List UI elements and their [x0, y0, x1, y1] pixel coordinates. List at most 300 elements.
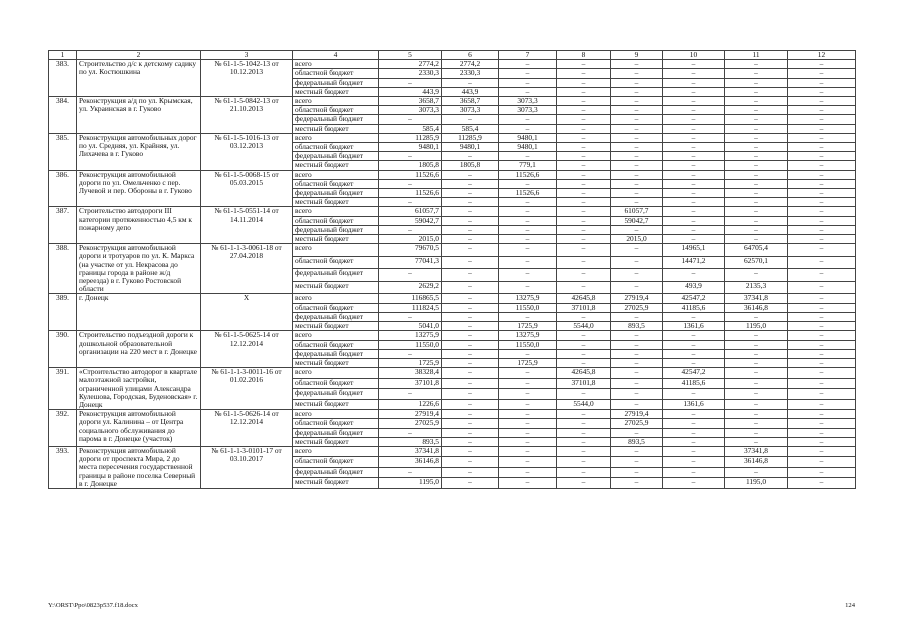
budget-source-label: областной бюджет — [293, 457, 379, 468]
value-cell: 14471,2 — [663, 256, 725, 269]
value-cell: 59042,7 — [611, 216, 663, 225]
value-cell: 3073,3 — [379, 106, 442, 115]
value-cell: – — [442, 225, 499, 234]
value-cell: – — [499, 457, 557, 468]
value-cell: – — [611, 331, 663, 340]
value-cell: – — [557, 446, 611, 457]
column-header: 6 — [442, 51, 499, 60]
value-cell: – — [442, 378, 499, 389]
value-cell: – — [663, 457, 725, 468]
value-cell: – — [442, 312, 499, 321]
value-cell: 13275,9 — [499, 294, 557, 303]
value-cell: – — [663, 389, 725, 400]
object-description: Строительство д/с к детскому садику по ул. Костюшкина — [77, 60, 201, 97]
value-cell: – — [442, 331, 499, 340]
table-row — [49, 446, 856, 457]
budget-source-label: местный бюджет — [293, 437, 379, 446]
budget-source-label: федеральный бюджет — [293, 349, 379, 358]
value-cell: – — [788, 269, 856, 282]
value-cell: – — [611, 124, 663, 133]
budget-source-label: областной бюджет — [293, 303, 379, 312]
value-cell: – — [663, 340, 725, 349]
value-cell: – — [611, 389, 663, 400]
value-cell: 893,5 — [611, 437, 663, 446]
value-cell: – — [788, 281, 856, 294]
value-cell: – — [379, 179, 442, 188]
value-cell: – — [788, 322, 856, 331]
value-cell: 1361,6 — [663, 399, 725, 410]
value-cell: – — [611, 97, 663, 106]
value-cell: 41185,6 — [663, 378, 725, 389]
object-description: г. Донецк — [77, 294, 201, 331]
value-cell: – — [557, 189, 611, 198]
expertise-document: № 61-1-5-0842-13 от 21.10.2013 — [201, 97, 293, 134]
value-cell: 64705,4 — [725, 244, 788, 257]
value-cell: 37341,8 — [725, 446, 788, 457]
value-cell: 5544,0 — [557, 322, 611, 331]
budget-source-label: федеральный бюджет — [293, 115, 379, 124]
value-cell: – — [788, 115, 856, 124]
budget-source-label: областной бюджет — [293, 143, 379, 152]
budget-source-label: всего — [293, 410, 379, 419]
budget-source-label: всего — [293, 207, 379, 216]
value-cell: – — [611, 312, 663, 321]
value-cell: 1195,0 — [379, 478, 442, 489]
value-cell: – — [442, 235, 499, 244]
value-cell: – — [499, 152, 557, 161]
value-cell: – — [557, 97, 611, 106]
value-cell: 1361,6 — [663, 322, 725, 331]
value-cell: – — [611, 446, 663, 457]
value-cell: – — [379, 467, 442, 478]
value-cell: – — [611, 161, 663, 170]
value-cell: – — [499, 256, 557, 269]
value-cell: 27025,9 — [611, 419, 663, 428]
value-cell: 11285,9 — [379, 133, 442, 142]
value-cell: – — [788, 331, 856, 340]
data-table — [48, 50, 856, 489]
value-cell: – — [611, 358, 663, 367]
value-cell: – — [663, 437, 725, 446]
row-number: 388. — [49, 244, 77, 294]
value-cell: – — [725, 170, 788, 179]
value-cell: 9480,1 — [442, 143, 499, 152]
value-cell: – — [557, 457, 611, 468]
value-cell: 27025,9 — [611, 303, 663, 312]
value-cell: – — [788, 467, 856, 478]
expertise-document: № 61-1-1-3-0061-18 от 27.04.2018 — [201, 244, 293, 294]
value-cell: – — [442, 207, 499, 216]
budget-source-label: федеральный бюджет — [293, 225, 379, 234]
value-cell: 42547,2 — [663, 294, 725, 303]
budget-source-label: областной бюджет — [293, 419, 379, 428]
value-cell: – — [725, 207, 788, 216]
value-cell: – — [663, 161, 725, 170]
value-cell: – — [442, 340, 499, 349]
row-number: 383. — [49, 60, 77, 97]
value-cell: – — [725, 269, 788, 282]
value-cell: – — [788, 198, 856, 207]
value-cell: 36146,8 — [725, 457, 788, 468]
value-cell: – — [788, 189, 856, 198]
object-description: Реконструкция автомобильной дороги по ул. Омельченко с пер. Лучевой и пер. Обороны в г. Гуково — [77, 170, 201, 207]
value-cell: – — [788, 216, 856, 225]
value-cell: 893,5 — [611, 322, 663, 331]
object-description: Реконструкция автомобильной дороги и тротуаров по ул. К. Маркса (на участке от ул. Некрасова до границы города в районе ж/д переезда) в г. Гуково Ростовской области — [77, 244, 201, 294]
value-cell: – — [663, 312, 725, 321]
value-cell: – — [499, 478, 557, 489]
table-row — [49, 294, 856, 303]
value-cell: – — [499, 378, 557, 389]
value-cell: – — [663, 115, 725, 124]
budget-source-label: местный бюджет — [293, 124, 379, 133]
value-cell: 61057,7 — [611, 207, 663, 216]
value-cell: – — [611, 281, 663, 294]
value-cell: 27919,4 — [611, 294, 663, 303]
value-cell: – — [442, 467, 499, 478]
row-number: 391. — [49, 368, 77, 410]
value-cell: 2015,0 — [379, 235, 442, 244]
value-cell: – — [725, 143, 788, 152]
value-cell: – — [499, 419, 557, 428]
value-cell: – — [442, 152, 499, 161]
row-number: 385. — [49, 133, 77, 170]
value-cell: – — [442, 216, 499, 225]
value-cell: – — [663, 152, 725, 161]
value-cell: – — [788, 358, 856, 367]
value-cell: – — [611, 179, 663, 188]
value-cell: – — [557, 281, 611, 294]
value-cell: – — [499, 467, 557, 478]
value-cell: – — [611, 106, 663, 115]
value-cell: – — [725, 349, 788, 358]
value-cell: – — [379, 152, 442, 161]
value-cell: 111824,5 — [379, 303, 442, 312]
budget-source-label: местный бюджет — [293, 478, 379, 489]
value-cell: – — [663, 428, 725, 437]
value-cell: – — [611, 368, 663, 379]
value-cell: – — [725, 97, 788, 106]
object-description: Реконструкция автомобильной дороги от проспекта Мира, 2 до места пересечения государственной границы в районе поселка Северный в г. Донецке — [77, 446, 201, 488]
value-cell: – — [557, 235, 611, 244]
value-cell: – — [663, 358, 725, 367]
value-cell: – — [788, 457, 856, 468]
object-description: Строительство автодороги III категории протяженностью 4,5 км к пожарному депо — [77, 207, 201, 244]
value-cell: – — [725, 235, 788, 244]
value-cell: 1725,9 — [379, 358, 442, 367]
value-cell: – — [379, 428, 442, 437]
value-cell: – — [379, 225, 442, 234]
row-number: 390. — [49, 331, 77, 368]
value-cell: – — [788, 399, 856, 410]
budget-source-label: всего — [293, 97, 379, 106]
value-cell: – — [557, 478, 611, 489]
value-cell: – — [557, 389, 611, 400]
value-cell: – — [663, 60, 725, 69]
value-cell: – — [499, 69, 557, 78]
value-cell: – — [725, 419, 788, 428]
expertise-document: № 61-1-5-0068-15 от 05.03.2015 — [201, 170, 293, 207]
value-cell: – — [557, 467, 611, 478]
value-cell: – — [379, 349, 442, 358]
value-cell: – — [557, 437, 611, 446]
column-header: 2 — [77, 51, 201, 60]
budget-source-label: федеральный бюджет — [293, 152, 379, 161]
table-row — [49, 97, 856, 106]
value-cell: 38328,4 — [379, 368, 442, 379]
budget-source-label: федеральный бюджет — [293, 78, 379, 87]
value-cell: – — [725, 437, 788, 446]
value-cell: – — [611, 378, 663, 389]
value-cell: 2774,2 — [379, 60, 442, 69]
budget-source-label: местный бюджет — [293, 399, 379, 410]
value-cell: 2330,3 — [442, 69, 499, 78]
row-number: 392. — [49, 410, 77, 447]
value-cell: – — [557, 115, 611, 124]
table-row — [49, 368, 856, 379]
value-cell: 13275,9 — [379, 331, 442, 340]
value-cell: – — [725, 225, 788, 234]
value-cell: – — [725, 189, 788, 198]
budget-source-label: всего — [293, 170, 379, 179]
value-cell: 1195,0 — [725, 322, 788, 331]
object-description: Реконструкция автомобильной дороги ул. Калинина – от Центра социального обслуживания до парома в г. Донецке (участок) — [77, 410, 201, 447]
value-cell: 27919,4 — [611, 410, 663, 419]
value-cell: – — [663, 446, 725, 457]
value-cell: – — [725, 133, 788, 142]
value-cell: – — [499, 446, 557, 457]
value-cell: 2330,3 — [379, 69, 442, 78]
value-cell: – — [442, 410, 499, 419]
value-cell: – — [442, 457, 499, 468]
value-cell: 11526,6 — [379, 189, 442, 198]
value-cell: – — [499, 87, 557, 96]
table-row — [49, 331, 856, 340]
value-cell: – — [611, 457, 663, 468]
value-cell: – — [557, 269, 611, 282]
value-cell: – — [611, 133, 663, 142]
value-cell: – — [442, 419, 499, 428]
row-number: 386. — [49, 170, 77, 207]
value-cell: 62570,1 — [725, 256, 788, 269]
value-cell: 27919,4 — [379, 410, 442, 419]
value-cell: 443,9 — [442, 87, 499, 96]
value-cell: – — [663, 478, 725, 489]
budget-source-label: федеральный бюджет — [293, 189, 379, 198]
value-cell: – — [611, 87, 663, 96]
value-cell: – — [557, 331, 611, 340]
row-number: 389. — [49, 294, 77, 331]
value-cell: – — [442, 349, 499, 358]
value-cell: 443,9 — [379, 87, 442, 96]
budget-source-label: областной бюджет — [293, 216, 379, 225]
value-cell: – — [499, 179, 557, 188]
value-cell: – — [663, 124, 725, 133]
value-cell: – — [379, 269, 442, 282]
budget-source-label: всего — [293, 331, 379, 340]
value-cell: – — [442, 428, 499, 437]
value-cell: – — [663, 225, 725, 234]
value-cell: – — [788, 207, 856, 216]
value-cell: – — [499, 225, 557, 234]
expertise-document: № 61-1-1-3-0101-17 от 03.10.2017 — [201, 446, 293, 488]
header-row — [49, 51, 856, 60]
value-cell: – — [442, 244, 499, 257]
value-cell: 1805,8 — [379, 161, 442, 170]
value-cell: – — [788, 437, 856, 446]
column-header: 12 — [788, 51, 856, 60]
value-cell: – — [611, 467, 663, 478]
budget-source-label: всего — [293, 244, 379, 257]
table-row — [49, 244, 856, 257]
value-cell: – — [557, 312, 611, 321]
value-cell: – — [557, 225, 611, 234]
value-cell: 3658,7 — [442, 97, 499, 106]
value-cell: – — [788, 303, 856, 312]
value-cell: – — [725, 124, 788, 133]
value-cell: – — [557, 428, 611, 437]
value-cell: 11285,9 — [442, 133, 499, 142]
value-cell: 42645,8 — [557, 368, 611, 379]
value-cell: – — [611, 143, 663, 152]
value-cell: – — [442, 170, 499, 179]
value-cell: – — [499, 115, 557, 124]
row-number: 384. — [49, 97, 77, 134]
value-cell: – — [725, 428, 788, 437]
value-cell: – — [725, 152, 788, 161]
budget-source-label: всего — [293, 294, 379, 303]
value-cell: – — [725, 60, 788, 69]
value-cell: – — [663, 78, 725, 87]
value-cell: – — [788, 378, 856, 389]
value-cell: 42645,8 — [557, 294, 611, 303]
value-cell: – — [663, 170, 725, 179]
expertise-document: № 61-1-5-0625-14 от 12.12.2014 — [201, 331, 293, 368]
budget-source-label: областной бюджет — [293, 340, 379, 349]
budget-source-label: областной бюджет — [293, 179, 379, 188]
value-cell: – — [442, 281, 499, 294]
value-cell: – — [499, 349, 557, 358]
value-cell: – — [663, 467, 725, 478]
value-cell: – — [499, 78, 557, 87]
value-cell: – — [499, 60, 557, 69]
value-cell: 3073,3 — [499, 106, 557, 115]
column-header: 7 — [499, 51, 557, 60]
value-cell: – — [442, 189, 499, 198]
value-cell: – — [788, 419, 856, 428]
value-cell: – — [557, 244, 611, 257]
object-description: Реконструкция а/д по ул. Крымская, ул. Украинская в г. Гуково — [77, 97, 201, 134]
value-cell: 37101,8 — [557, 303, 611, 312]
value-cell: – — [788, 87, 856, 96]
value-cell: – — [611, 152, 663, 161]
value-cell: – — [557, 161, 611, 170]
table-row — [49, 207, 856, 216]
value-cell: 13275,9 — [499, 331, 557, 340]
value-cell: – — [557, 207, 611, 216]
value-cell: – — [663, 97, 725, 106]
value-cell: 14965,1 — [663, 244, 725, 257]
value-cell: – — [557, 152, 611, 161]
value-cell: 37341,8 — [725, 294, 788, 303]
value-cell: – — [499, 428, 557, 437]
budget-source-label: местный бюджет — [293, 235, 379, 244]
value-cell: – — [499, 216, 557, 225]
budget-source-label: всего — [293, 446, 379, 457]
budget-source-label: областной бюджет — [293, 106, 379, 115]
value-cell: – — [557, 256, 611, 269]
column-header: 1 — [49, 51, 77, 60]
value-cell: – — [725, 312, 788, 321]
budget-source-label: федеральный бюджет — [293, 467, 379, 478]
value-cell: – — [788, 106, 856, 115]
footer-file-path: Y:\ORST\Ppo\0823p537.f18.docx — [48, 602, 138, 609]
value-cell: – — [725, 358, 788, 367]
value-cell: – — [663, 216, 725, 225]
budget-source-label: федеральный бюджет — [293, 428, 379, 437]
value-cell: – — [663, 133, 725, 142]
object-description: Строительство подъездной дороги к дошкольной образовательной организации на 220 мест в г. Донецке — [77, 331, 201, 368]
value-cell: 36146,8 — [725, 303, 788, 312]
value-cell: 2135,3 — [725, 281, 788, 294]
value-cell: 2629,2 — [379, 281, 442, 294]
value-cell: – — [663, 331, 725, 340]
value-cell: 779,1 — [499, 161, 557, 170]
value-cell: – — [788, 340, 856, 349]
value-cell: – — [663, 106, 725, 115]
value-cell: – — [611, 170, 663, 179]
value-cell: – — [788, 446, 856, 457]
value-cell: – — [557, 349, 611, 358]
value-cell: – — [499, 235, 557, 244]
value-cell: – — [788, 170, 856, 179]
value-cell: – — [788, 235, 856, 244]
budget-source-label: местный бюджет — [293, 198, 379, 207]
value-cell: – — [442, 478, 499, 489]
value-cell: 3658,7 — [379, 97, 442, 106]
object-description: Реконструкция автомобильных дорог по ул. Средняя, ул. Крайняя, ул. Лихачева в г. Гуково — [77, 133, 201, 170]
value-cell: – — [788, 152, 856, 161]
value-cell: 3073,3 — [499, 97, 557, 106]
value-cell: – — [611, 198, 663, 207]
value-cell: 2774,2 — [442, 60, 499, 69]
value-cell: – — [379, 312, 442, 321]
value-cell: – — [663, 179, 725, 188]
value-cell: – — [611, 60, 663, 69]
value-cell: 1226,6 — [379, 399, 442, 410]
value-cell: – — [442, 399, 499, 410]
value-cell: – — [725, 410, 788, 419]
value-cell: 11550,0 — [499, 303, 557, 312]
value-cell: – — [379, 389, 442, 400]
value-cell: – — [557, 87, 611, 96]
value-cell: – — [611, 244, 663, 257]
value-cell: – — [611, 269, 663, 282]
value-cell: 11526,6 — [499, 170, 557, 179]
value-cell: – — [663, 189, 725, 198]
value-cell: – — [788, 410, 856, 419]
row-number: 393. — [49, 446, 77, 488]
expertise-document: № 61-1-5-0626-14 от 12.12.2014 — [201, 410, 293, 447]
value-cell: 42547,2 — [663, 368, 725, 379]
value-cell: – — [663, 207, 725, 216]
value-cell: 37101,8 — [557, 378, 611, 389]
value-cell: – — [442, 437, 499, 446]
budget-source-label: всего — [293, 133, 379, 142]
column-header: 11 — [725, 51, 788, 60]
value-cell: 77041,3 — [379, 256, 442, 269]
value-cell: – — [788, 124, 856, 133]
